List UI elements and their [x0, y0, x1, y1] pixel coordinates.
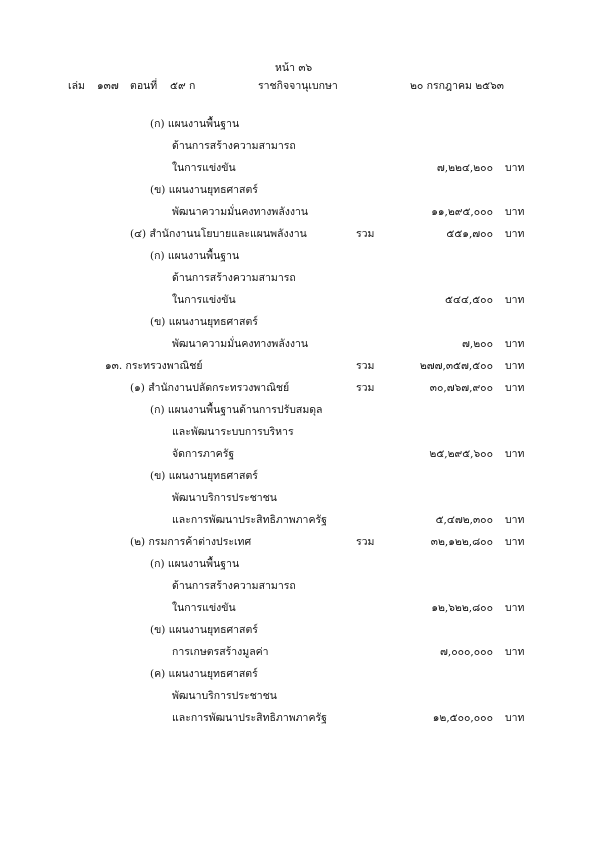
row-text: และการพัฒนาประสิทธิภาพภาครัฐ — [172, 712, 327, 724]
row-amount: ๓๒,๑๒๒,๘๐๐ — [430, 536, 493, 548]
row-text: (๑) สำนักงานปลัดกระทรวงพาณิชย์ — [130, 382, 290, 394]
row-text: (ข) แผนงานยุทธศาสตร์ — [150, 316, 258, 328]
row-unit: บาท — [505, 360, 525, 372]
row-unit: บาท — [505, 382, 525, 394]
row-text: ในการแข่งขัน — [172, 162, 236, 174]
row-amount: ๑๒,๕๐๐,๐๐๐ — [432, 712, 493, 724]
row-text: และพัฒนาระบบการบริหาร — [172, 426, 294, 438]
row-unit: บาท — [505, 536, 525, 548]
row-text: (ข) แผนงานยุทธศาสตร์ — [150, 470, 258, 482]
row-text: ด้านการสร้างความสามารถ — [172, 272, 296, 284]
row-text: พัฒนาความมั่นคงทางพลังงาน — [172, 338, 309, 350]
issue-date: ๒๐ กรกฎาคม ๒๕๖๓ — [410, 80, 504, 92]
row-text: (๔) สำนักงานนโยบายและแผนพลังงาน — [130, 228, 307, 240]
row-text: ด้านการสร้างความสามารถ — [172, 580, 296, 592]
row-sum-label: รวม — [356, 228, 375, 240]
row-text: การเกษตรสร้างมูลค่า — [172, 646, 269, 658]
row-text: (๒) กรมการค้าต่างประเทศ — [130, 536, 252, 548]
row-text: ด้านการสร้างความสามารถ — [172, 140, 296, 152]
row-unit: บาท — [505, 338, 525, 350]
row-amount: ๒๕,๒๙๕,๖๐๐ — [429, 448, 493, 460]
row-amount: ๗,๐๐๐,๐๐๐ — [439, 646, 493, 658]
page-number: หน้า ๓๖ — [275, 62, 313, 74]
row-unit: บาท — [505, 294, 525, 306]
row-amount: ๕๕๑,๗๐๐ — [446, 228, 493, 240]
row-text: ในการแข่งขัน — [172, 602, 236, 614]
row-amount: ๕,๔๗๒,๓๐๐ — [435, 514, 493, 526]
row-text: พัฒนาความมั่นคงทางพลังงาน — [172, 206, 309, 218]
row-amount: ๓๐,๗๖๗,๙๐๐ — [429, 382, 493, 394]
row-text: จัดการภาครัฐ — [172, 448, 235, 460]
gazette-name: ราชกิจจานุเบกษา — [258, 80, 338, 92]
row-text: (ข) แผนงานยุทธศาสตร์ — [150, 184, 258, 196]
row-unit: บาท — [505, 206, 525, 218]
row-amount: ๗,๒๐๐ — [462, 338, 493, 350]
row-text: (ก) แผนงานพื้นฐาน — [150, 250, 240, 262]
row-text: (ก) แผนงานพื้นฐาน — [150, 118, 240, 130]
row-unit: บาท — [505, 602, 525, 614]
row-unit: บาท — [505, 514, 525, 526]
row-unit: บาท — [505, 712, 525, 724]
row-text: และการพัฒนาประสิทธิภาพภาครัฐ — [172, 514, 327, 526]
row-amount: ๑๒,๖๒๒,๘๐๐ — [431, 602, 493, 614]
row-text: ๑๓. กระทรวงพาณิชย์ — [105, 360, 203, 372]
volume-label: เล่ม — [68, 80, 85, 92]
row-text: (ก) แผนงานพื้นฐานด้านการปรับสมดุล — [150, 404, 323, 416]
volume-number: ๑๓๗ — [97, 80, 119, 92]
row-unit: บาท — [505, 448, 525, 460]
issue-number: ๕๙ ก — [170, 80, 196, 92]
row-text: (ข) แผนงานยุทธศาสตร์ — [150, 624, 258, 636]
row-sum-label: รวม — [356, 536, 375, 548]
row-sum-label: รวม — [356, 382, 375, 394]
row-amount: ๒๗๗,๓๕๗,๕๐๐ — [419, 360, 493, 372]
row-unit: บาท — [505, 228, 525, 240]
row-text: พัฒนาบริการประชาชน — [172, 492, 277, 504]
row-sum-label: รวม — [356, 360, 375, 372]
row-text: พัฒนาบริการประชาชน — [172, 690, 277, 702]
row-text: ในการแข่งขัน — [172, 294, 236, 306]
issue-label: ตอนที่ — [130, 80, 158, 92]
row-unit: บาท — [505, 646, 525, 658]
row-amount: ๗,๒๒๔,๒๐๐ — [436, 162, 493, 174]
row-amount: ๑๑,๒๙๕,๐๐๐ — [431, 206, 493, 218]
row-unit: บาท — [505, 162, 525, 174]
row-text: (ค) แผนงานยุทธศาสตร์ — [150, 668, 258, 680]
row-amount: ๕๔๔,๕๐๐ — [445, 294, 493, 306]
row-text: (ก) แผนงานพื้นฐาน — [150, 558, 240, 570]
